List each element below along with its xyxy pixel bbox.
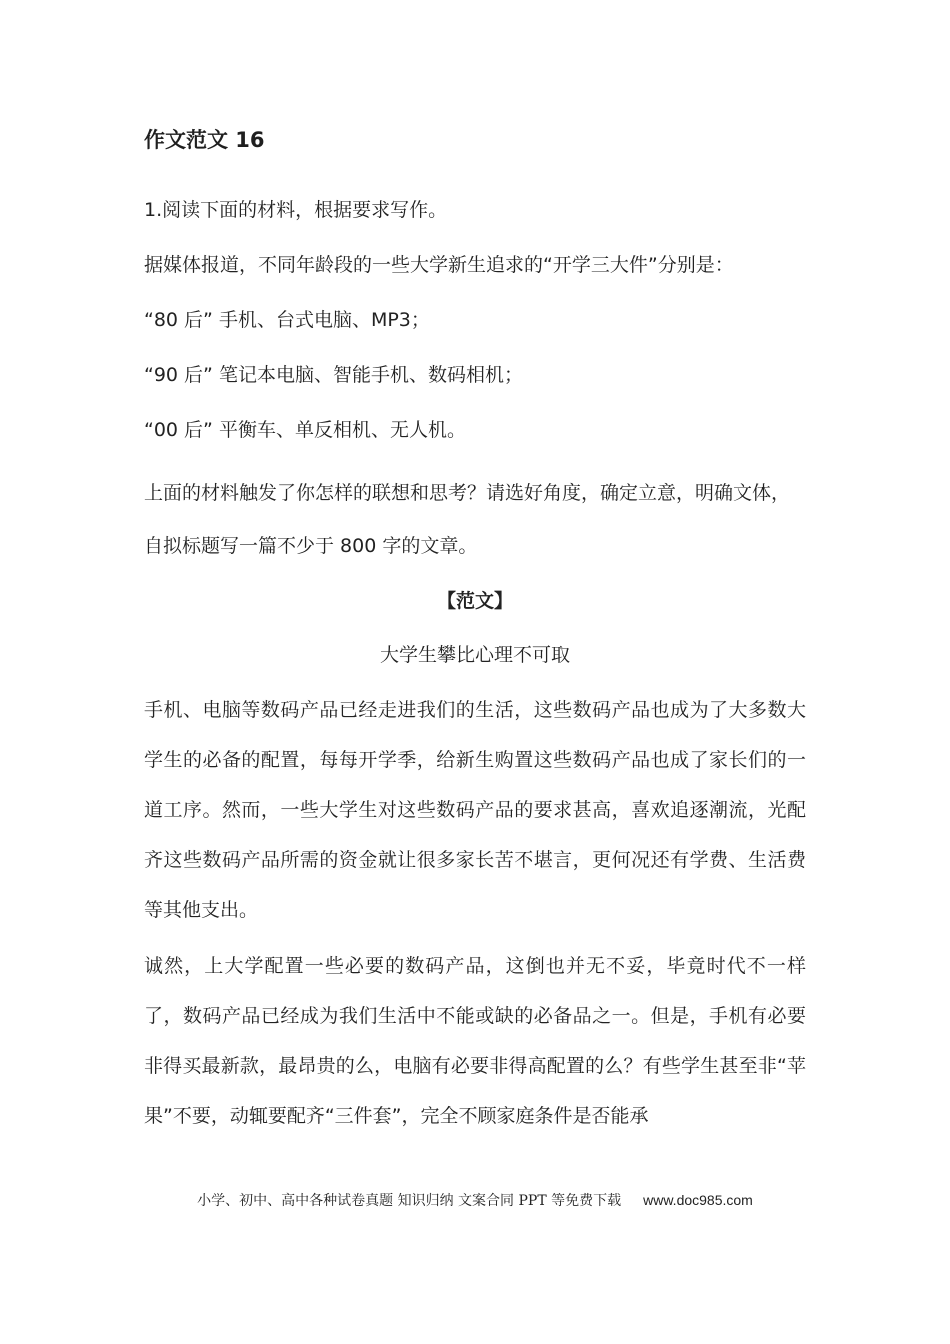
sample-label: 【范文】 [436,590,513,612]
prompt-item: “90 后” 笔记本电脑、智能手机、数码相机； [144,364,523,386]
prompt-item: “80 后” 手机、台式电脑、MP3； [144,309,430,331]
footer-url[interactable]: www.doc985.com [643,1192,753,1208]
essay-title: 大学生攀比心理不可取 [379,644,570,666]
essay-paragraph: 手机、电脑等数码产品已经走进我们的生活，这些数码产品也成为了大多数大学生的必备的配置，每每开学季，给新生购置这些数码产品也成了家长们的一道工序。然而，一些大学生对这些数码产品的要求甚高，喜欢追逐潮流，光配齐这些数码产品所需的资金就让很多家长苦不堪言，更何况还有学费、生活费等其他支出。 [144,699,806,921]
prompt-instruction: 1.阅读下面的材料，根据要求写作。 [144,199,448,221]
essay-paragraph: 诚然，上大学配置一些必要的数码产品，这倒也并无不妥，毕竟时代不一样了，数码产品已经成为我们生活中不能或缺的必备品之一。但是，手机有必要非得买最新款，最昂贵的么，电脑有必要非得高配置的么？有些学生甚至非“苹果”不要，动辄要配齐“三件套”，完全不顾家庭条件是否能承 [144,955,806,1127]
document-content [144,120,806,1147]
prompt-item: “00 后” 平衡车、单反相机、无人机。 [144,419,466,441]
page-title: 作文范文 16 [144,128,265,152]
prompt-intro: 据媒体报道，不同年龄段的一些大学新生追求的“开学三大件”分别是： [144,254,734,276]
prompt-requirement: 上面的材料触发了你怎样的联想和思考？请选好角度，确定立意，明确文体，自拟标题写一篇不少于 800 字的文章。 [144,482,791,557]
footer-text: 小学、初中、高中各种试卷真题 知识归纳 文案合同 PPT 等免费下载 [197,1193,622,1209]
page-footer [0,1188,950,1213]
